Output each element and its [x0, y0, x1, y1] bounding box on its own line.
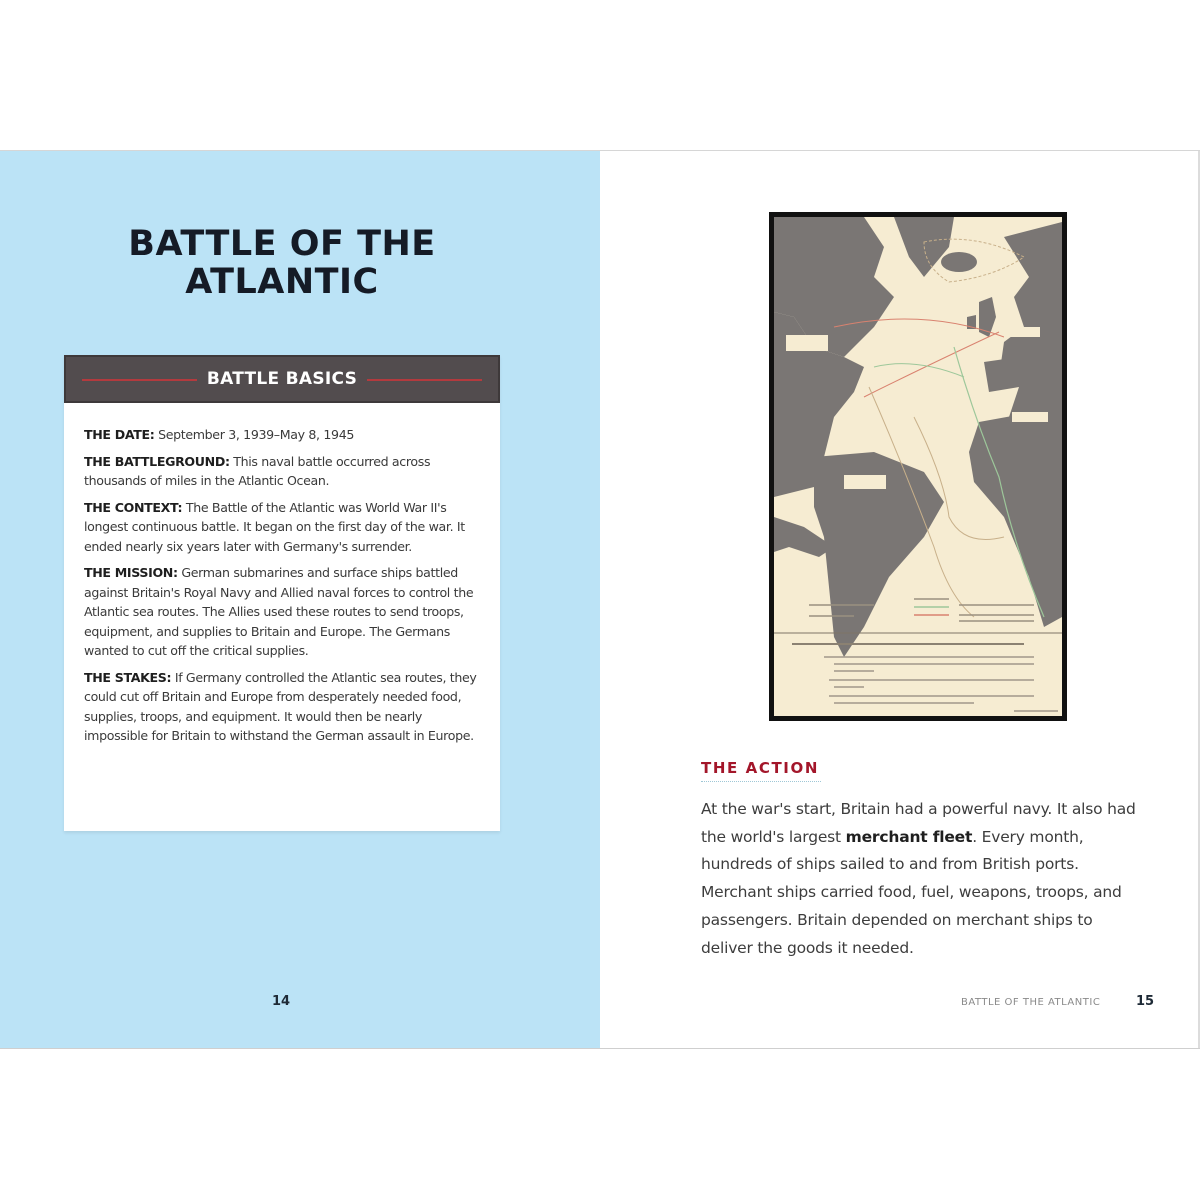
section-underline: [701, 781, 821, 782]
fact-key: THE DATE:: [84, 427, 155, 442]
running-head: BATTLE OF THE ATLANTIC: [961, 997, 1101, 1008]
fact-context: [84, 498, 480, 557]
fact-mission: [84, 563, 480, 661]
battle-basics-header: [64, 355, 500, 403]
fact-key: THE STAKES:: [84, 669, 172, 685]
battle-basics-title: BATTLE BASICS: [206, 369, 358, 389]
book-spread: [0, 150, 1200, 1049]
body-text-part: At the war's start, Britain had a powerful navy. It also had the world's largest: [701, 800, 1136, 846]
fact-key: THE BATTLEGROUND:: [84, 453, 230, 469]
fact-battleground: [84, 452, 480, 491]
fact-key: THE CONTEXT:: [84, 499, 183, 515]
battle-basics-body: [64, 403, 500, 746]
fact-text: German submarines and surface ships battled against Britain's Royal Navy and Allied naval forces to control the Atlantic sea routes. The Allies used these routes to send troops, equipment, and supplies to Britain and Europe. The Germans wanted to cut off the critical supplies.: [84, 565, 474, 658]
page-number-right: 15: [1136, 994, 1155, 1009]
body-paragraph: [701, 796, 1146, 962]
battle-basics-box: [64, 355, 500, 831]
page-title: [0, 225, 564, 301]
fact-text: This naval battle occurred across thousands of miles in the Atlantic Ocean.: [84, 453, 431, 488]
fact-text: The Battle of the Atlantic was World War II's longest continuous battle. It began on the first day of the war. It ended nearly six years later with Germany's surrender.: [84, 499, 465, 554]
right-page: [600, 151, 1200, 1048]
page-number-left: 14: [272, 994, 291, 1009]
title-line-2: ATLANTIC: [185, 262, 379, 302]
glossary-term: merchant fleet: [845, 827, 973, 846]
title-line-1: BATTLE OF THE: [128, 224, 436, 264]
header-rule-right: [367, 379, 482, 381]
atlantic-map: [774, 217, 1062, 716]
atlantic-map-figure: [769, 212, 1067, 721]
body-text-part: . Every month, hundreds of ships sailed to and from British ports. Merchant ships carried food, fuel, weapons, troops, and passengers. Britain depended on merchant ships to deliver the goods it needed.: [701, 827, 1122, 957]
header-rule-left: [82, 379, 197, 381]
left-page: [0, 151, 600, 1048]
map-illustration: [774, 217, 1062, 716]
fact-stakes: [84, 668, 480, 746]
fact-text: September 3, 1939–May 8, 1945: [154, 427, 355, 442]
fact-text: If Germany controlled the Atlantic sea routes, they could cut off Britain and Europe from desperately needed food, supplies, troops, and equipment. It would then be nearly impossible for Britain to withstand the German assault in Europe.: [84, 669, 477, 743]
fact-date: [84, 425, 480, 445]
section-heading: THE ACTION: [701, 759, 819, 777]
fact-key: THE MISSION:: [84, 565, 178, 580]
